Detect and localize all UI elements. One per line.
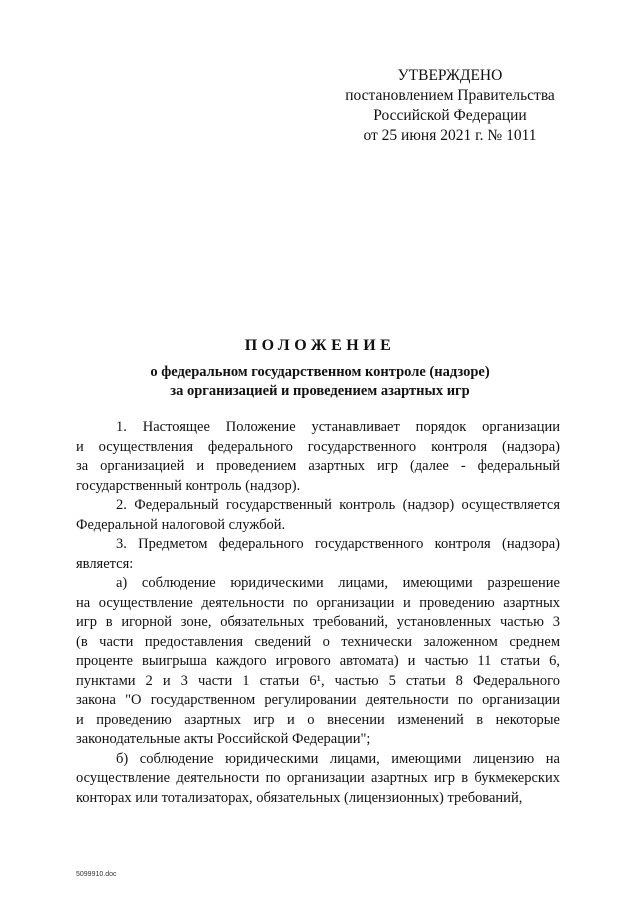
paragraph-line: 1. Настоящее Положение устанавливает порядок организации bbox=[116, 419, 560, 435]
paragraph-line: осуществление деятельности по организации азартных игр в букмекерских bbox=[76, 770, 560, 786]
subtitle-line: о федеральном государственном контроле (надзоре) bbox=[150, 364, 490, 380]
approval-date-number: от 25 июня 2021 г. № 1011 bbox=[363, 127, 537, 144]
paragraph bbox=[76, 574, 560, 750]
document-title: ПОЛОЖЕНИЕ bbox=[244, 337, 396, 354]
paragraph-line: государственный контроль (надзор). bbox=[76, 477, 301, 494]
approval-line: постановлением Правительства bbox=[345, 87, 555, 104]
paragraph-line: на осуществление деятельности по организации и проведению азартных bbox=[76, 594, 560, 611]
paragraph-line: 3. Предметом федерального государственного контроля (надзора) bbox=[116, 536, 560, 552]
paragraph-line: и проведению азартных игр и о внесении изменений в некоторые bbox=[76, 711, 560, 728]
paragraph-line: и осуществления федерального государственного контроля (надзора) bbox=[76, 438, 560, 455]
paragraph bbox=[76, 750, 560, 809]
document-body bbox=[76, 418, 560, 808]
document-subtitle bbox=[0, 363, 640, 401]
paragraph-line: а) соблюдение юридическими лицами, имеющими разрешение bbox=[116, 575, 560, 591]
approval-heading: УТВЕРЖДЕНО bbox=[397, 67, 503, 84]
approval-block bbox=[300, 66, 600, 146]
subtitle-line: за организацией и проведением азартных игр bbox=[170, 383, 470, 399]
paragraph-line: (в части предоставления сведений о технически заложенном среднем bbox=[76, 633, 560, 650]
paragraph-line: конторах или тотализаторах, обязательных (лицензионных) требований, bbox=[76, 789, 523, 806]
paragraph-line: проценте выигрыша каждого игрового автомата) и частью 11 статьи 6, bbox=[76, 653, 560, 669]
paragraph-line: закона "О государственном регулировании деятельности по организации bbox=[76, 692, 560, 708]
file-name-footer: 5099910.doc bbox=[76, 871, 117, 878]
paragraph-line: за организацией и проведением азартных игр (далее - федеральный bbox=[76, 458, 560, 474]
paragraph bbox=[76, 418, 560, 496]
approval-line: Российской Федерации bbox=[373, 107, 527, 124]
paragraph-line: Федеральной налоговой службой. bbox=[76, 516, 286, 533]
paragraph bbox=[76, 496, 560, 535]
paragraph-line: игр в игорной зоне, обязательных требований, установленных частью 3 bbox=[76, 614, 560, 630]
paragraph bbox=[76, 535, 560, 574]
paragraph-line: законодательные акты Российской Федерации"; bbox=[76, 731, 371, 747]
paragraph-line: б) соблюдение юридическими лицами, имеющими лицензию на bbox=[116, 750, 560, 767]
paragraph-line: пунктами 2 и 3 части 1 статьи 6¹, частью 5 статьи 8 Федерального bbox=[76, 672, 560, 689]
paragraph-line: 2. Федеральный государственный контроль (надзор) осуществляется bbox=[116, 497, 560, 513]
paragraph-line: является: bbox=[76, 555, 134, 572]
